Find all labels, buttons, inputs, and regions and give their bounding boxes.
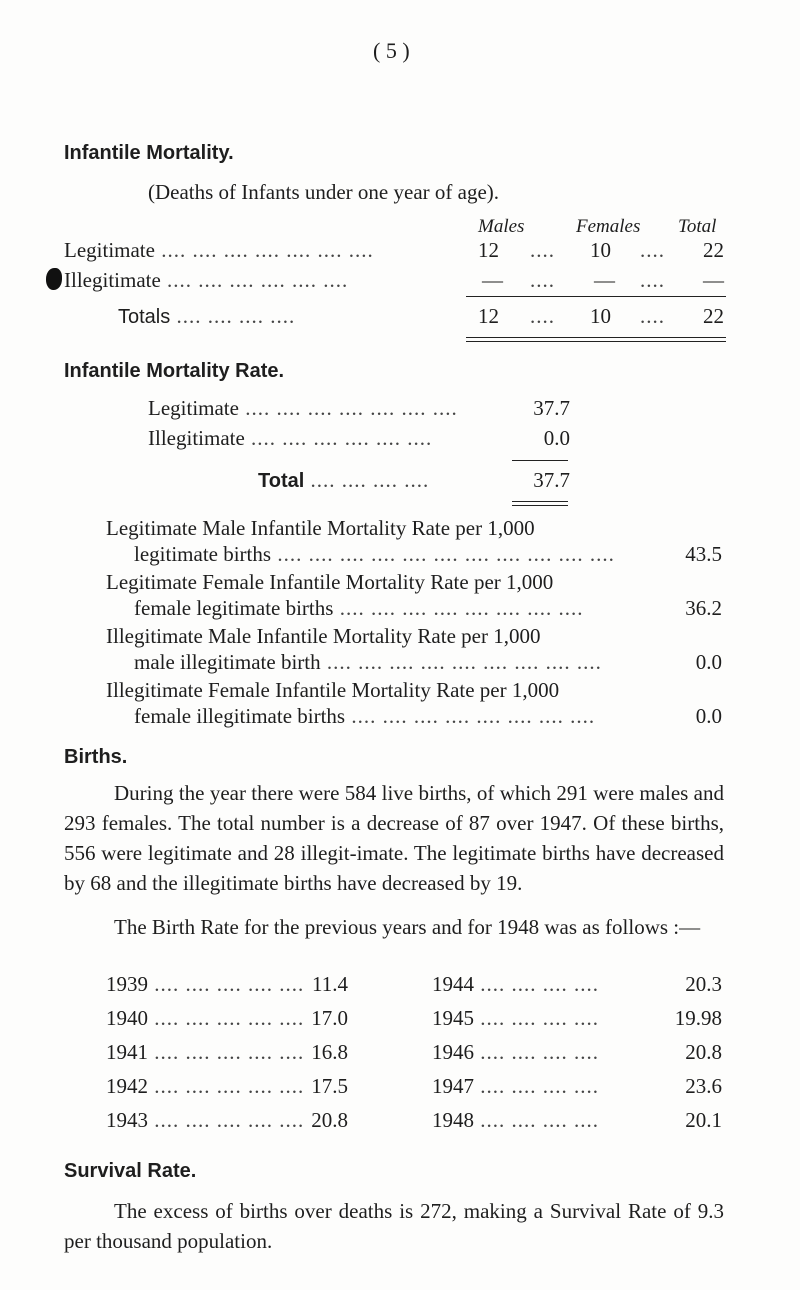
year-label: 1939 .... .... .... .... .... [106,972,305,996]
year-label: 1946 .... .... .... .... [432,1040,599,1064]
survival-paragraph: The excess of births over deaths is 272, making a Survival Rate of 9.3 per thousand population. [64,1199,724,1253]
page-number: ( 5 ) [373,38,410,63]
divider [466,341,726,342]
cell-females: 10 [590,304,611,328]
section-heading-births: Births. [64,746,128,768]
column-header-total: Total [678,216,717,237]
rate-value: 0.0 [695,650,722,674]
birth-rate-value: 19.98 [674,1006,722,1030]
rate-row-total: Total .... .... .... .... [258,468,430,492]
divider [512,501,568,502]
year-label: 1940 .... .... .... .... .... [106,1006,305,1030]
total-label: Total [258,470,305,492]
rate-line-label: female legitimate births .... .... .... .... .... .... .... .... [134,596,584,620]
divider [512,505,568,506]
divider [466,296,726,297]
cell-males: 12 [478,238,499,262]
rate-value: 36.2 [685,596,722,620]
section-heading-survival-rate: Survival Rate. [64,1160,197,1182]
rate-line: Illegitimate Male Infantile Mortality Rate per 1,000 [106,624,541,648]
birth-rate-value: 17.5 [311,1074,348,1098]
totals-label: Totals [118,306,171,328]
row-label: Illegitimate [64,268,161,292]
year-label: 1947 .... .... .... .... [432,1074,599,1098]
birth-rate-value: 11.4 [312,972,348,996]
table-row-totals: Totals .... .... .... .... [118,304,296,328]
section-subheading: (Deaths of Infants under one year of age). [148,180,500,204]
rate-line-label: female illegitimate births .... .... .... .... .... .... .... .... [134,704,596,728]
cell-total: 22 [703,304,724,328]
birth-rate-intro: The Birth Rate for the previous years and for 1948 was as follows :— [114,915,701,939]
rate-value: 0.0 [695,704,722,728]
row-label: Legitimate [64,238,155,262]
cell-females: — [594,268,615,292]
rate-line-label: legitimate births .... .... .... .... .... .... .... .... .... .... .... [134,542,615,566]
rate-line: Legitimate Female Infantile Mortality Rate per 1,000 [106,570,554,594]
rate-line: Legitimate Male Infantile Mortality Rate per 1,000 [106,516,535,540]
year-label: 1944 .... .... .... .... [432,972,599,996]
cell-males: 12 [478,304,499,328]
table-row-legitimate: Legitimate .... .... .... .... .... .... .... [64,238,374,262]
rate-value: 37.7 [533,468,570,492]
row-label: Legitimate [148,396,239,420]
rate-row-legitimate: Legitimate .... .... .... .... .... .... .... [148,396,458,420]
rate-row-illegitimate: Illegitimate .... .... .... .... .... .... [148,426,433,450]
ink-blot [46,268,62,290]
year-label: 1945 .... .... .... .... [432,1006,599,1030]
birth-rate-value: 16.8 [311,1040,348,1064]
year-label: 1941 .... .... .... .... .... [106,1040,305,1064]
births-paragraph: During the year there were 584 live births, of which 291 were males and 293 females. The total number is a decrease of 87 over 1947. Of these births, 556 were legitimate and 28 illegit-imate. The legitimate births have decreased by 68 and the illegitimate births have decreased by 19. [64,781,724,895]
divider [512,460,568,461]
year-label: 1943 .... .... .... .... .... [106,1108,305,1132]
cell-females: 10 [590,238,611,262]
birth-rate-value: 23.6 [685,1074,722,1098]
column-header-males: Males [478,216,525,237]
birth-rate-value: 20.8 [685,1040,722,1064]
cell-males: — [482,268,503,292]
rate-value: 43.5 [685,542,722,566]
birth-rate-value: 20.3 [685,972,722,996]
birth-rate-value: 20.1 [685,1108,722,1132]
section-heading-mortality-rate: Infantile Mortality Rate. [64,360,285,382]
birth-rate-value: 17.0 [311,1006,348,1030]
divider [466,337,726,338]
year-label: 1942 .... .... .... .... .... [106,1074,305,1098]
cell-total: 22 [703,238,724,262]
rate-value: 37.7 [533,396,570,420]
section-heading-infantile-mortality: Infantile Mortality. [64,142,234,164]
rate-line-label: male illegitimate birth .... .... .... .... .... .... .... .... .... [134,650,602,674]
row-label: Illegitimate [148,426,245,450]
year-label: 1948 .... .... .... .... [432,1108,599,1132]
cell-total: — [703,268,724,292]
rate-line: Illegitimate Female Infantile Mortality Rate per 1,000 [106,678,560,702]
table-row-illegitimate: Illegitimate .... .... .... .... .... .... [64,268,349,292]
birth-rate-value: 20.8 [311,1108,348,1132]
column-header-females: Females [576,216,641,237]
rate-value: 0.0 [543,426,570,450]
